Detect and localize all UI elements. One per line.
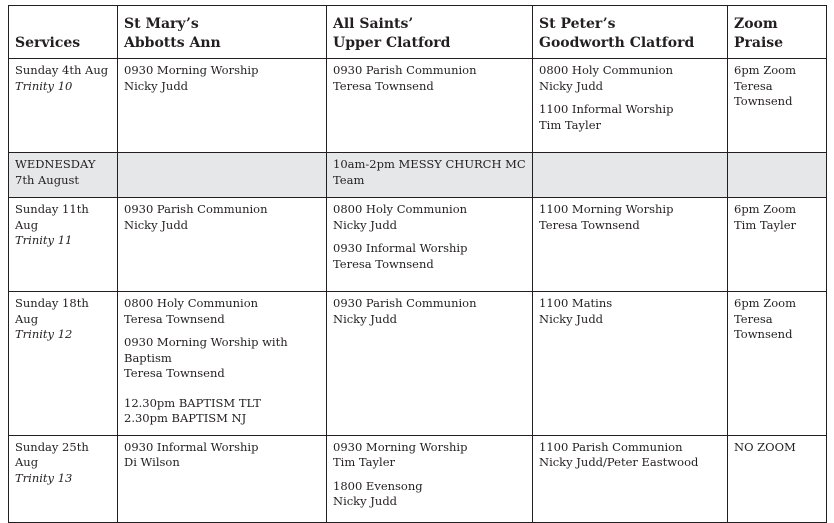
service-time-name: 6pm Zoom — [734, 202, 796, 216]
cell-all-saints — [327, 435, 533, 522]
service-time-name: 12.30pm BAPTISM TLT — [124, 395, 261, 410]
service-time-name: 6pm Zoom — [734, 296, 796, 310]
table-row — [9, 198, 827, 292]
service-time-name: 0930 Parish Communion — [124, 202, 268, 216]
cell-zoom — [728, 435, 827, 522]
service-leader: Nicky Judd — [333, 217, 398, 232]
trinity-label: Trinity 10 — [15, 78, 73, 93]
cell-zoom — [728, 292, 827, 436]
service-time-name: 0930 Informal Worship — [124, 439, 259, 454]
date-cell — [9, 59, 118, 153]
service-leader: Nicky Judd — [539, 311, 604, 326]
date-cell — [9, 153, 118, 198]
service-leader: Tim Tayler — [539, 117, 602, 132]
service-entry — [333, 479, 526, 510]
service-entry — [124, 396, 320, 427]
cell-zoom — [728, 198, 827, 292]
header-st-peters-place: Goodworth Clatford — [539, 35, 695, 51]
cell-zoom — [728, 153, 827, 198]
service-leader: Di Wilson — [124, 455, 180, 469]
service-entry — [333, 202, 526, 233]
date-sublabel: 7th August — [15, 172, 80, 187]
service-leader: Teresa Townsend — [539, 217, 640, 232]
service-entry — [539, 202, 721, 233]
service-time-name: 0930 Parish Communion — [333, 63, 477, 77]
service-leader: Nicky Judd — [333, 311, 398, 326]
cell-st-marys — [118, 292, 327, 436]
service-time-name: 0930 Morning Worship with Baptism — [124, 335, 288, 365]
service-time-name: 6pm Zoom — [734, 63, 796, 77]
cell-all-saints — [327, 153, 533, 198]
header-zoom-line2: Praise — [734, 35, 784, 51]
service-leader: Nicky Judd — [539, 78, 604, 93]
service-time-name: 0800 Holy Communion — [124, 296, 259, 310]
cell-zoom — [728, 59, 827, 153]
trinity-label: Trinity 11 — [15, 233, 73, 247]
service-leader: Tim Tayler — [333, 455, 396, 469]
service-entry — [539, 63, 721, 94]
service-entry — [124, 202, 320, 233]
header-st-marys-place: Abbotts Ann — [124, 35, 221, 51]
service-entry — [124, 335, 320, 382]
service-entry — [333, 440, 526, 471]
service-time-name: 10am-2pm MESSY CHURCH MC — [333, 157, 526, 171]
date-cell — [9, 292, 118, 436]
service-time-name: 0800 Holy Communion — [333, 202, 468, 216]
service-leader: Tim Tayler — [734, 217, 797, 232]
date-cell — [9, 435, 118, 522]
table-row — [9, 435, 827, 522]
service-entry — [734, 440, 820, 456]
service-entry — [333, 63, 526, 94]
cell-all-saints — [327, 292, 533, 436]
table-row — [9, 292, 827, 436]
service-entry — [333, 241, 526, 272]
service-entry — [734, 202, 820, 233]
service-leader: Nicky Judd — [124, 78, 189, 93]
header-st-peters — [533, 6, 728, 59]
trinity-label: Trinity 12 — [15, 327, 73, 341]
header-all-saints-name: All Saints’ — [333, 16, 414, 32]
service-time-name: 1800 Evensong — [333, 478, 423, 493]
service-time-name: 0800 Holy Communion — [539, 63, 674, 77]
cell-st-peters — [533, 292, 728, 436]
header-st-marys — [118, 6, 327, 59]
service-leader: Teresa Townsend — [734, 78, 793, 108]
date-label: Sunday 11th Aug — [15, 202, 89, 232]
date-label: WEDNESDAY — [15, 157, 96, 171]
header-services-label: Services — [15, 35, 81, 51]
header-st-peters-name: St Peter’s — [539, 16, 616, 32]
service-leader: Nicky Judd/Peter Eastwood — [539, 455, 699, 469]
cell-st-peters — [533, 435, 728, 522]
cell-st-marys — [118, 153, 327, 198]
date-cell — [9, 198, 118, 292]
header-st-marys-name: St Mary’s — [124, 16, 199, 32]
service-leader: Teresa Townsend — [734, 311, 793, 341]
header-zoom-praise — [728, 6, 827, 59]
date-label: Sunday 18th Aug — [15, 296, 89, 326]
service-entry — [734, 63, 820, 110]
service-time-name: 1100 Informal Worship — [539, 102, 674, 116]
table-row — [9, 59, 827, 153]
service-time-name: 1100 Matins — [539, 296, 613, 310]
service-time-name: 0930 Morning Worship — [333, 439, 468, 454]
service-time-name: 0930 Parish Communion — [333, 296, 477, 310]
header-row — [9, 6, 827, 59]
service-time-name: 0930 Morning Worship — [124, 63, 259, 77]
service-leader: Nicky Judd — [333, 494, 398, 508]
cell-st-peters — [533, 198, 728, 292]
service-entry — [124, 296, 320, 327]
service-leader: Nicky Judd — [124, 217, 189, 232]
service-leader: Teresa Townsend — [333, 78, 434, 93]
cell-st-marys — [118, 198, 327, 292]
service-time-name: 1100 Morning Worship — [539, 202, 674, 216]
service-entry — [539, 296, 721, 327]
service-leader: Teresa Townsend — [124, 366, 225, 380]
trinity-label: Trinity 13 — [15, 470, 73, 485]
cell-st-marys — [118, 59, 327, 153]
cell-st-peters — [533, 153, 728, 198]
service-time-name: 1100 Parish Communion — [539, 439, 683, 454]
service-entry — [539, 102, 721, 133]
table-row — [9, 153, 827, 198]
cell-all-saints — [327, 198, 533, 292]
cell-st-peters — [533, 59, 728, 153]
service-schedule-table — [8, 5, 827, 523]
date-label: Sunday 4th Aug — [15, 63, 109, 77]
cell-st-marys — [118, 435, 327, 522]
service-entry — [124, 440, 320, 471]
service-leader: Teresa Townsend — [124, 311, 225, 326]
service-leader: Team — [333, 172, 365, 187]
service-entry — [539, 440, 721, 471]
cell-all-saints — [327, 59, 533, 153]
date-label: Sunday 25th Aug — [15, 439, 89, 469]
service-time-name: 0930 Informal Worship — [333, 241, 468, 255]
service-entry — [734, 296, 820, 343]
service-entry — [333, 296, 526, 327]
header-all-saints-place: Upper Clatford — [333, 35, 451, 51]
header-zoom-line1: Zoom — [734, 16, 778, 32]
service-entry — [124, 63, 320, 94]
service-leader: Teresa Townsend — [333, 256, 434, 271]
service-entry — [333, 157, 526, 188]
header-all-saints — [327, 6, 533, 59]
service-time-name: NO ZOOM — [734, 439, 796, 454]
schedule-body — [9, 59, 827, 523]
header-services — [9, 6, 118, 59]
service-leader: 2.30pm BAPTISM NJ — [124, 411, 247, 425]
